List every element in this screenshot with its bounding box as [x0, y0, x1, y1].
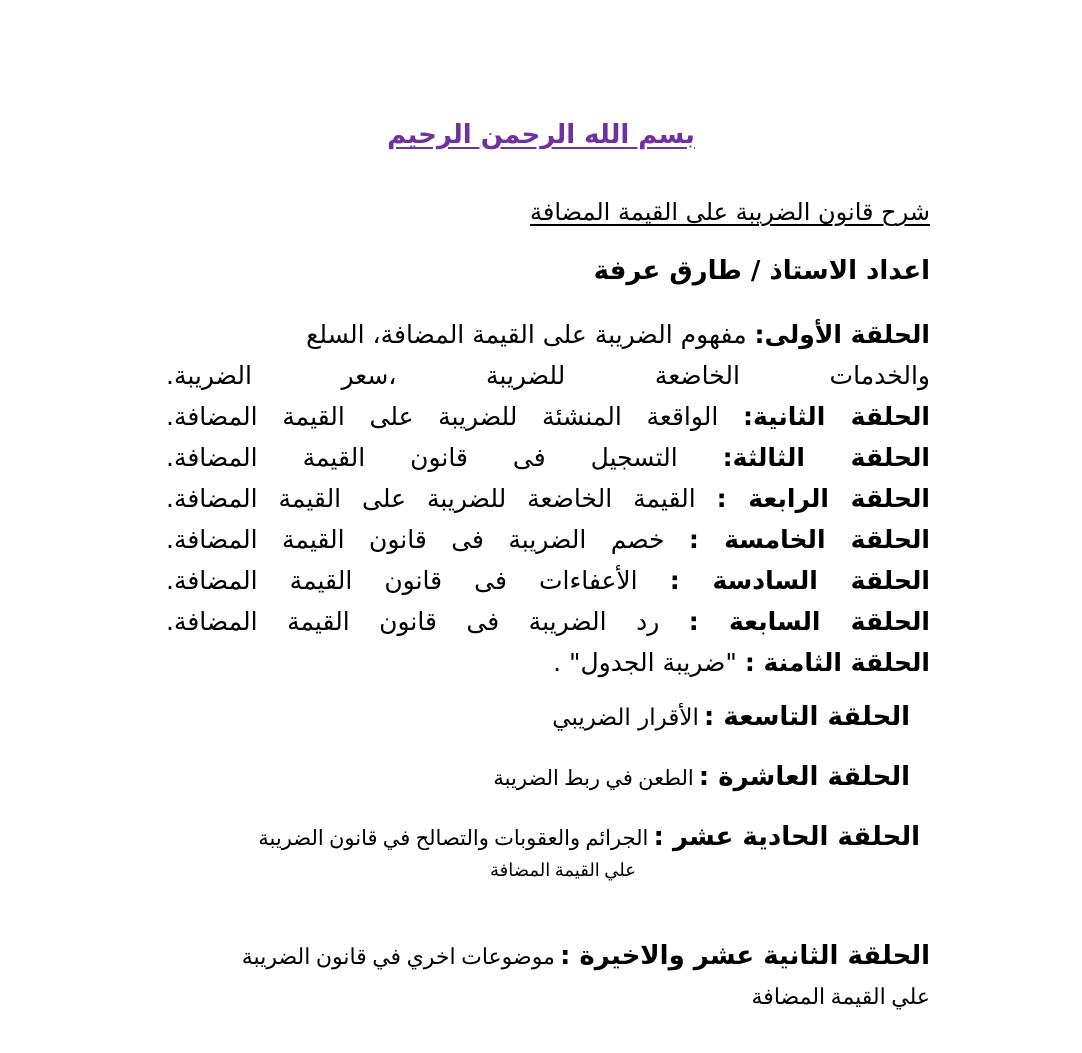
- episode-label: الحلقة الحادية عشر :: [653, 822, 920, 852]
- episode-text: مفهوم الضريبة على القيمة المضافة، السلع: [306, 320, 747, 349]
- episode-text: موضوعات اخري في قانون الضريبة علي القيمة المضافة: [241, 944, 930, 1009]
- episode-text: الواقعة المنشئة للضريبة على القيمة المضافة.: [166, 402, 719, 431]
- episode-text: "ضريبة الجدول" .: [553, 648, 737, 677]
- episode-8: [166, 642, 930, 683]
- episode-text-continued: علي القيمة المضافة: [489, 860, 637, 880]
- episode-11: [166, 820, 920, 883]
- episode-label: الحلقة الثالثة:: [722, 443, 931, 472]
- episode-10: [493, 762, 910, 792]
- episodes-list: [166, 314, 930, 683]
- episode-label: الحلقة السابعة :: [688, 607, 930, 636]
- episode-text: الطعن في ربط الضريبة: [493, 766, 694, 790]
- episode-text: القيمة الخاضعة للضريبة على القيمة المضافة.: [166, 484, 696, 513]
- episode-label: الحلقة التاسعة :: [703, 702, 910, 732]
- episode-7: [166, 601, 930, 642]
- episode-label: الحلقة الرابعة :: [716, 484, 930, 513]
- episode-5: [166, 519, 930, 560]
- episode-label: الحلقة الثامنة :: [744, 648, 930, 677]
- episode-text: خصم الضريبة فى قانون القيمة المضافة.: [166, 525, 665, 554]
- episode-text: الأعفاءات فى قانون القيمة المضافة.: [166, 566, 638, 595]
- episode-text-continued: والخدمات الخاضعة للضريبة ،سعر الضريبة.: [166, 361, 930, 390]
- episode-label: الحلقة الأولى:: [754, 320, 930, 349]
- episode-6: [166, 560, 930, 601]
- episode-12: [230, 937, 930, 1018]
- episode-text: الجرائم والعقوبات والتصالح في قانون الضريبة: [258, 826, 649, 850]
- episode-2: [166, 396, 930, 437]
- episode-9: [552, 702, 910, 732]
- episode-label: الحلقة الثانية:: [742, 402, 930, 431]
- episode-text: رد الضريبة فى قانون القيمة المضافة.: [166, 607, 660, 636]
- episode-3: [166, 437, 930, 478]
- episode-label: الحلقة العاشرة :: [698, 762, 910, 792]
- episode-text: الأقرار الضريبي: [552, 705, 699, 731]
- document-subtitle: شرح قانون الضريبة على القيمة المضافة: [530, 198, 930, 226]
- document-title: بسم الله الرحمن الرحيم: [387, 120, 695, 150]
- episode-1: [166, 314, 930, 396]
- document-author: اعداد الاستاذ / طارق عرفة: [593, 256, 930, 286]
- episode-label: الحلقة الخامسة :: [688, 525, 930, 554]
- episode-4: [166, 478, 930, 519]
- episode-label: الحلقة السادسة :: [669, 566, 930, 595]
- episode-text: التسجيل فى قانون القيمة المضافة.: [166, 443, 678, 472]
- episode-label: الحلقة الثانية عشر والاخيرة :: [559, 941, 930, 971]
